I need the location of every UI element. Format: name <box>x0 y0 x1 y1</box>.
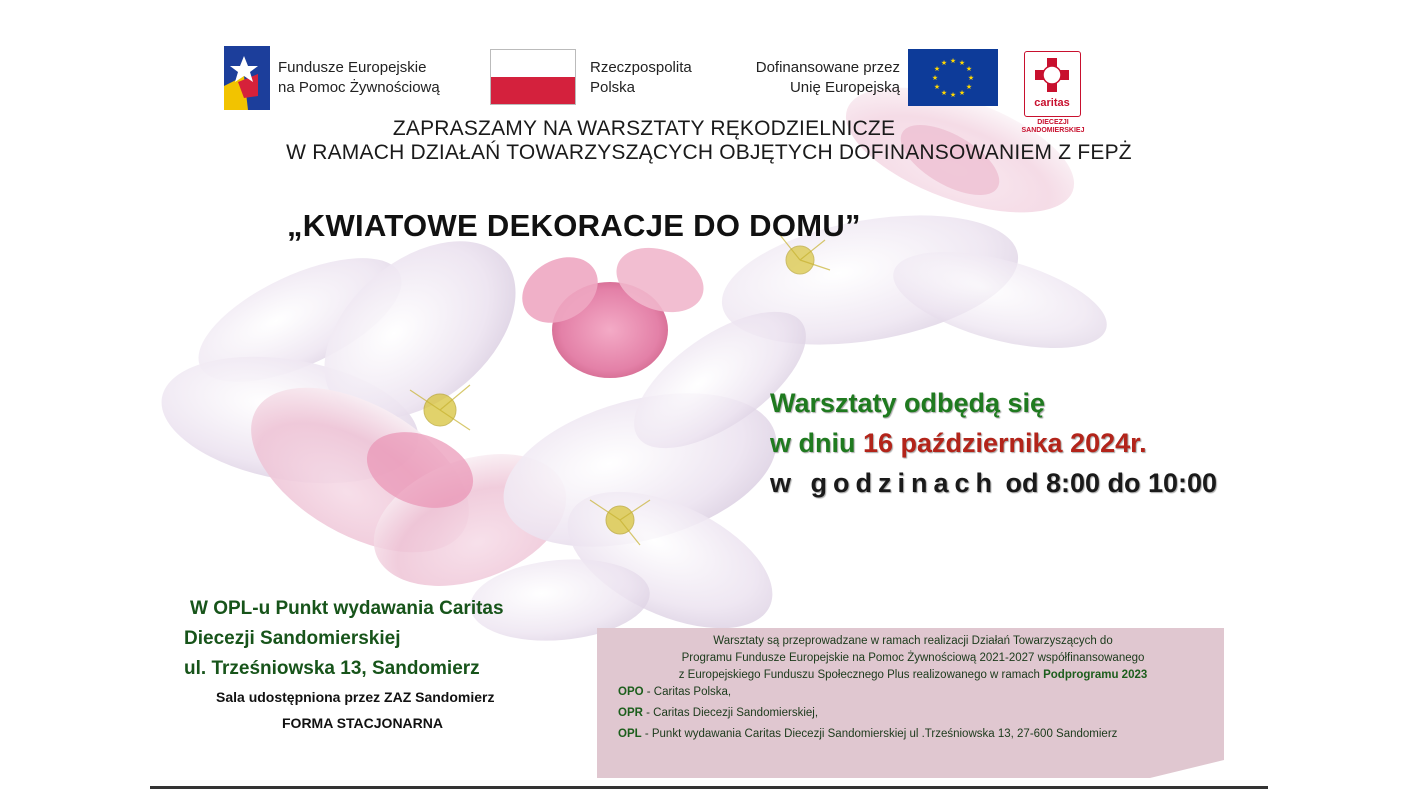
eu-logo-text <box>720 58 900 98</box>
note-line1: Warsztaty są przeprowadzane w ramach realizacji Działań Towarzyszących do <box>713 635 1113 647</box>
caritas-cross-icon <box>1025 52 1079 114</box>
bottom-divider <box>150 786 1268 789</box>
eu-line1: Dofinansowane przez <box>755 59 900 76</box>
caritas-line1: DIECEZJI <box>1037 119 1069 126</box>
svg-text:★: ★ <box>940 89 948 97</box>
venue-line4: Sala udostępniona przez ZAZ Sandomierz <box>216 689 495 705</box>
fe-line1: Fundusze Europejskie <box>278 59 427 76</box>
date-prefix: w dniu <box>770 428 863 458</box>
note-line3-text: z Europejskiego Funduszu Społecznego Plus realizowanego w ramach <box>678 669 1044 681</box>
svg-text:★: ★ <box>958 59 966 67</box>
venue-line5: FORMA STACJONARNA <box>282 715 443 731</box>
note-line3 <box>618 667 1208 684</box>
funding-note-text <box>618 633 1208 743</box>
venue-line2: Diecezji Sandomierskiej <box>184 628 401 649</box>
svg-text:★: ★ <box>949 91 957 99</box>
fe-logo-text <box>278 58 440 98</box>
opr-label: OPR <box>618 707 643 719</box>
subprogram-label: Podprogramu 2023 <box>1043 669 1148 681</box>
fe-line2: na Pomoc Żywnościową <box>278 79 440 96</box>
caritas-name: caritas <box>1034 97 1070 109</box>
svg-text:★: ★ <box>933 83 941 91</box>
svg-text:★: ★ <box>967 74 975 82</box>
svg-text:★: ★ <box>949 57 957 65</box>
heading-line1: ZAPRASZAMY NA WARSZTATY RĘKODZIELNICZE <box>392 117 896 140</box>
pl-logo-text <box>590 58 692 98</box>
opr-text: - Caritas Diecezji Sandomierskiej, <box>642 707 819 719</box>
invitation-heading <box>150 117 1268 165</box>
svg-text:★: ★ <box>965 65 973 73</box>
venue-line1: W OPL-u Punkt wydawania Caritas <box>190 598 504 619</box>
svg-text:★: ★ <box>940 59 948 67</box>
opo-label: OPO <box>618 686 644 698</box>
note-opl <box>618 726 1208 743</box>
opl-label: OPL <box>618 728 642 740</box>
venue-line3: ul. Trześniowska 13, Sandomierz <box>184 658 480 679</box>
eu-flag <box>908 49 998 106</box>
schedule-line3 <box>770 463 1217 503</box>
opo-text: - Caritas Polska, <box>643 686 732 698</box>
note-opo <box>618 684 1208 701</box>
caritas-line2: SANDOMIERSKIEJ <box>1021 127 1085 134</box>
fundusze-europejskie-logo <box>224 46 270 110</box>
note-opr <box>618 705 1208 722</box>
schedule-block <box>770 383 1217 503</box>
note-line2: Programu Fundusze Europejskie na Pomoc Żywnościową 2021-2027 współfinansowanego <box>681 652 1145 664</box>
pl-line1: Rzeczpospolita <box>590 59 692 76</box>
svg-text:★: ★ <box>933 65 941 73</box>
heading-line2: W RAMACH DZIAŁAŃ TOWARZYSZĄCYCH OBJĘTYCH DOFINANSOWANIEM Z FEPŻ <box>286 141 1132 164</box>
svg-text:★: ★ <box>958 89 966 97</box>
workshop-date: 16 października 2024r. <box>862 428 1147 458</box>
svg-text:★: ★ <box>965 83 973 91</box>
opl-text: - Punkt wydawania Caritas Diecezji Sandomierskiej ul .Trześniowska 13, 27-600 Sandomierz <box>641 728 1118 740</box>
schedule-line1: Warsztaty odbędą się <box>770 388 1046 418</box>
eu-line2: Unię Europejską <box>789 79 900 96</box>
pl-line2: Polska <box>590 79 636 96</box>
workshop-hours: od 8:00 do 10:00 <box>998 468 1218 498</box>
workshop-title: „KWIATOWE DEKORACJE DO DOMU” <box>287 208 861 243</box>
schedule-line2 <box>770 423 1217 463</box>
polish-flag <box>490 49 576 105</box>
caritas-logo <box>1024 51 1081 117</box>
svg-text:★: ★ <box>931 74 939 82</box>
hours-prefix: w godzinach <box>770 468 998 498</box>
venue-block <box>180 594 504 736</box>
